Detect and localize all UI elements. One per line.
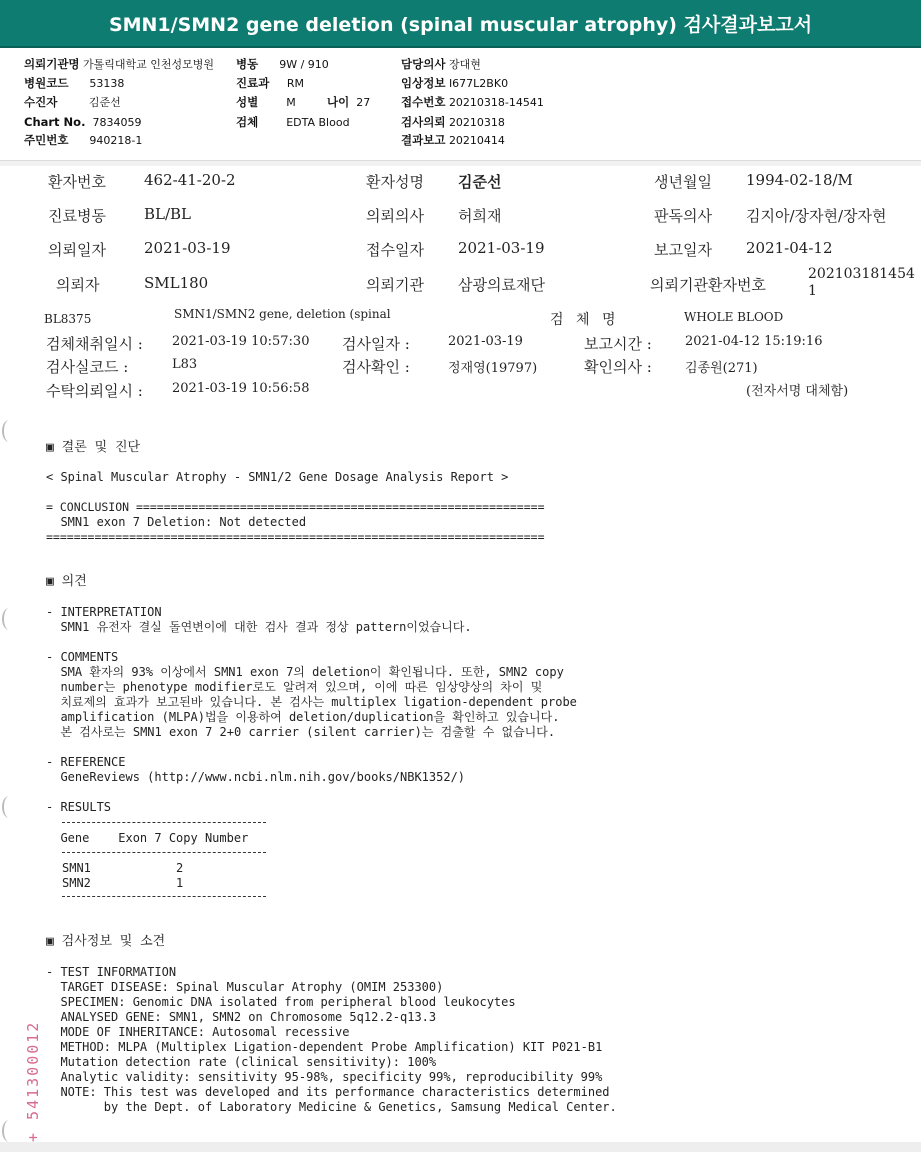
reference-text: GeneReviews (http://www.ncbi.nlm.nih.gov/books/NBK1352/): [46, 770, 466, 784]
ward-value: BL/BL: [144, 205, 192, 223]
comments-line: SMA 환자의 93% 이상에서 SMN1 exon 7의 deletion이 확인됩니다. 또한, SMN2 copy: [46, 665, 564, 679]
patient-no-label: 환자번호: [48, 173, 106, 191]
page-stamp: + 541300012: [24, 1020, 42, 1142]
consign-time-label: 수탁의뢰일시 :: [46, 382, 143, 400]
request-date-label: 의뢰일자: [48, 241, 106, 259]
org-patient-no-value: 202103181454: [808, 266, 915, 282]
bottom-band: [0, 1142, 921, 1152]
request-date-value: 2021-03-19: [144, 239, 231, 257]
patient-name-label: 환자성명: [366, 173, 424, 191]
results-divider: [62, 852, 266, 853]
interpretation-text: SMN1 유전자 결실 돌연변이에 대한 검사 결과 정상 pattern이었습니다.: [46, 620, 472, 634]
results-gene: SMN2: [62, 876, 91, 890]
header-specimen: 검체 EDTA Blood: [236, 115, 350, 129]
info-line: Mutation detection rate (clinical sensitivity): 100%: [46, 1055, 437, 1069]
opinion-heading: ▣ 의견: [46, 574, 87, 589]
test-date-value: 2021-03-19: [448, 334, 523, 349]
info-line: Analytic validity: sensitivity 95-98%, specificity 99%, reproducibility 99%: [46, 1070, 603, 1084]
info-line: MODE OF INHERITANCE: Autosomal recessive: [46, 1025, 350, 1039]
header-hospital-name: 의뢰기관명 가톨릭대학교 인천성모병원: [24, 57, 215, 71]
punch-hole: [2, 1120, 16, 1142]
referring-doctor-label: 의뢰의사: [366, 207, 424, 225]
results-header: Gene Exon 7 Copy Number: [46, 831, 249, 845]
org-patient-no-label: 의뢰기관환자번호: [650, 276, 766, 294]
requesting-org-label: 의뢰기관: [366, 276, 424, 294]
specimen-label: 검 체 명: [550, 312, 620, 328]
info-line: by the Dept. of Laboratory Medicine & Genetics, Samsung Medical Center.: [46, 1100, 617, 1114]
receipt-date-value: 2021-03-19: [458, 239, 545, 257]
punch-hole: [2, 420, 16, 442]
interpretation-title: - INTERPRETATION: [46, 605, 162, 619]
consign-time-value: 2021-03-19 10:56:58: [172, 381, 310, 396]
header-report-date: 결과보고 20210414: [401, 133, 505, 147]
test-confirm-value: 정재영(19797): [448, 361, 538, 376]
punch-hole: [2, 796, 16, 818]
results-divider: [62, 822, 266, 823]
referring-doctor-value: 허희재: [458, 207, 502, 225]
esign-note: (전자서명 대체함): [746, 384, 849, 399]
punch-hole: [2, 608, 16, 630]
header-age: 나이 27: [327, 95, 371, 109]
info-line: TARGET DISEASE: Spinal Muscular Atrophy (OMIM 253300): [46, 980, 444, 994]
results-divider: [62, 896, 266, 897]
birthdate-value: 1994-02-18/M: [746, 171, 853, 189]
header-hospital-code: 병원코드 53138: [24, 76, 125, 90]
comments-line: amplification (MLPA)법을 이용하여 deletion/duplication을 확인하고 있습니다.: [46, 710, 560, 724]
conclusion-end-line: ========================================================================: [46, 530, 545, 544]
report-subtitle: < Spinal Muscular Atrophy - SMN1/2 Gene Dosage Analysis Report >: [46, 470, 509, 484]
report-title-banner: SMN1/SMN2 gene deletion (spinal muscular atrophy) 검사결과보고서: [0, 0, 921, 48]
info-line: NOTE: This test was developed and its performance characteristics determined: [46, 1085, 610, 1099]
comments-line: number는 phenotype modifier로도 알려져 있으며, 이에 따른 임상양상의 차이 및: [46, 680, 543, 694]
header-doctor: 담당의사 장대현: [401, 57, 481, 71]
header-department: 진료과 RM: [236, 76, 304, 90]
info-line: SPECIMEN: Genomic DNA isolated from peripheral blood leukocytes: [46, 995, 516, 1009]
header-request-date: 검사의뢰 20210318: [401, 115, 505, 129]
header-patient-name: 수진자 김준선: [24, 95, 121, 109]
conclusion-heading: ▣ 결론 및 진단: [46, 440, 141, 455]
header-resident-no: 주민번호 940218-1: [24, 133, 143, 147]
header-clinical-info: 임상정보 I677L2BK0: [401, 76, 509, 90]
ward-label: 진료병동: [48, 207, 106, 225]
confirm-doctor-value: 김종원(271): [685, 361, 758, 376]
info-title: - TEST INFORMATION: [46, 965, 177, 979]
reading-doctor-value: 김지아/장자현/장자현: [746, 207, 887, 225]
header-sex: 성별 M: [236, 95, 296, 109]
comments-line: 본 검사로는 SMN1 exon 7 2+0 carrier (silent carrier)는 검출할 수 없습니다.: [46, 725, 556, 739]
confirm-doctor-label: 확인의사 :: [584, 358, 652, 376]
conclusion-result: SMN1 exon 7 Deletion: Not detected: [46, 515, 307, 529]
report-date-value: 2021-04-12: [746, 239, 833, 257]
receipt-date-label: 접수일자: [366, 241, 424, 259]
lab-code-label: 검사실코드 :: [46, 358, 129, 376]
results-copy: 1: [176, 876, 184, 890]
report-time-value: 2021-04-12 15:19:16: [685, 334, 823, 349]
info-heading: ▣ 검사정보 및 소견: [46, 934, 166, 949]
requester-label: 의뢰자: [56, 276, 100, 294]
test-date-label: 검사일자 :: [342, 335, 410, 353]
reference-title: - REFERENCE: [46, 755, 126, 769]
comments-title: - COMMENTS: [46, 650, 119, 664]
header-receipt-no: 접수번호 20210318-14541: [401, 95, 544, 109]
patient-no-value: 462-41-20-2: [144, 171, 236, 189]
requesting-org-value: 삼광의료재단: [458, 276, 545, 294]
report-time-label: 보고시간 :: [584, 335, 652, 353]
collect-time-value: 2021-03-19 10:57:30: [172, 334, 310, 349]
test-name: SMN1/SMN2 gene, deletion (spinal: [174, 307, 391, 321]
collect-time-label: 검체채취일시 :: [46, 335, 143, 353]
org-patient-no-value-cont: 1: [808, 283, 817, 299]
test-code: BL8375: [44, 312, 92, 326]
lab-code-value: L83: [172, 357, 198, 372]
header-ward: 병동 9W / 910: [236, 57, 329, 71]
info-line: ANALYSED GENE: SMN1, SMN2 on Chromosome 5q12.2-q13.3: [46, 1010, 437, 1024]
results-title: - RESULTS: [46, 800, 112, 814]
header-chart-no: Chart No. 7834059: [24, 115, 142, 129]
birthdate-label: 생년월일: [654, 173, 712, 191]
results-gene: SMN1: [62, 861, 91, 875]
requester-value: SML180: [144, 274, 209, 292]
scanned-report: [0, 166, 921, 1142]
report-date-label: 보고일자: [654, 241, 712, 259]
info-line: METHOD: MLPA (Multiplex Ligation-dependent Probe Amplification) KIT P021-B1: [46, 1040, 603, 1054]
specimen-value: WHOLE BLOOD: [684, 310, 784, 324]
patient-name-value: 김준선: [458, 173, 502, 191]
comments-line: 치료제의 효과가 보고된바 있습니다. 본 검사는 multiplex ligation-dependent probe: [46, 695, 577, 709]
reading-doctor-label: 판독의사: [654, 207, 712, 225]
test-confirm-label: 검사확인 :: [342, 358, 410, 376]
conclusion-start-line: = CONCLUSION ===========================================================: [46, 500, 545, 514]
results-copy: 2: [176, 861, 184, 875]
